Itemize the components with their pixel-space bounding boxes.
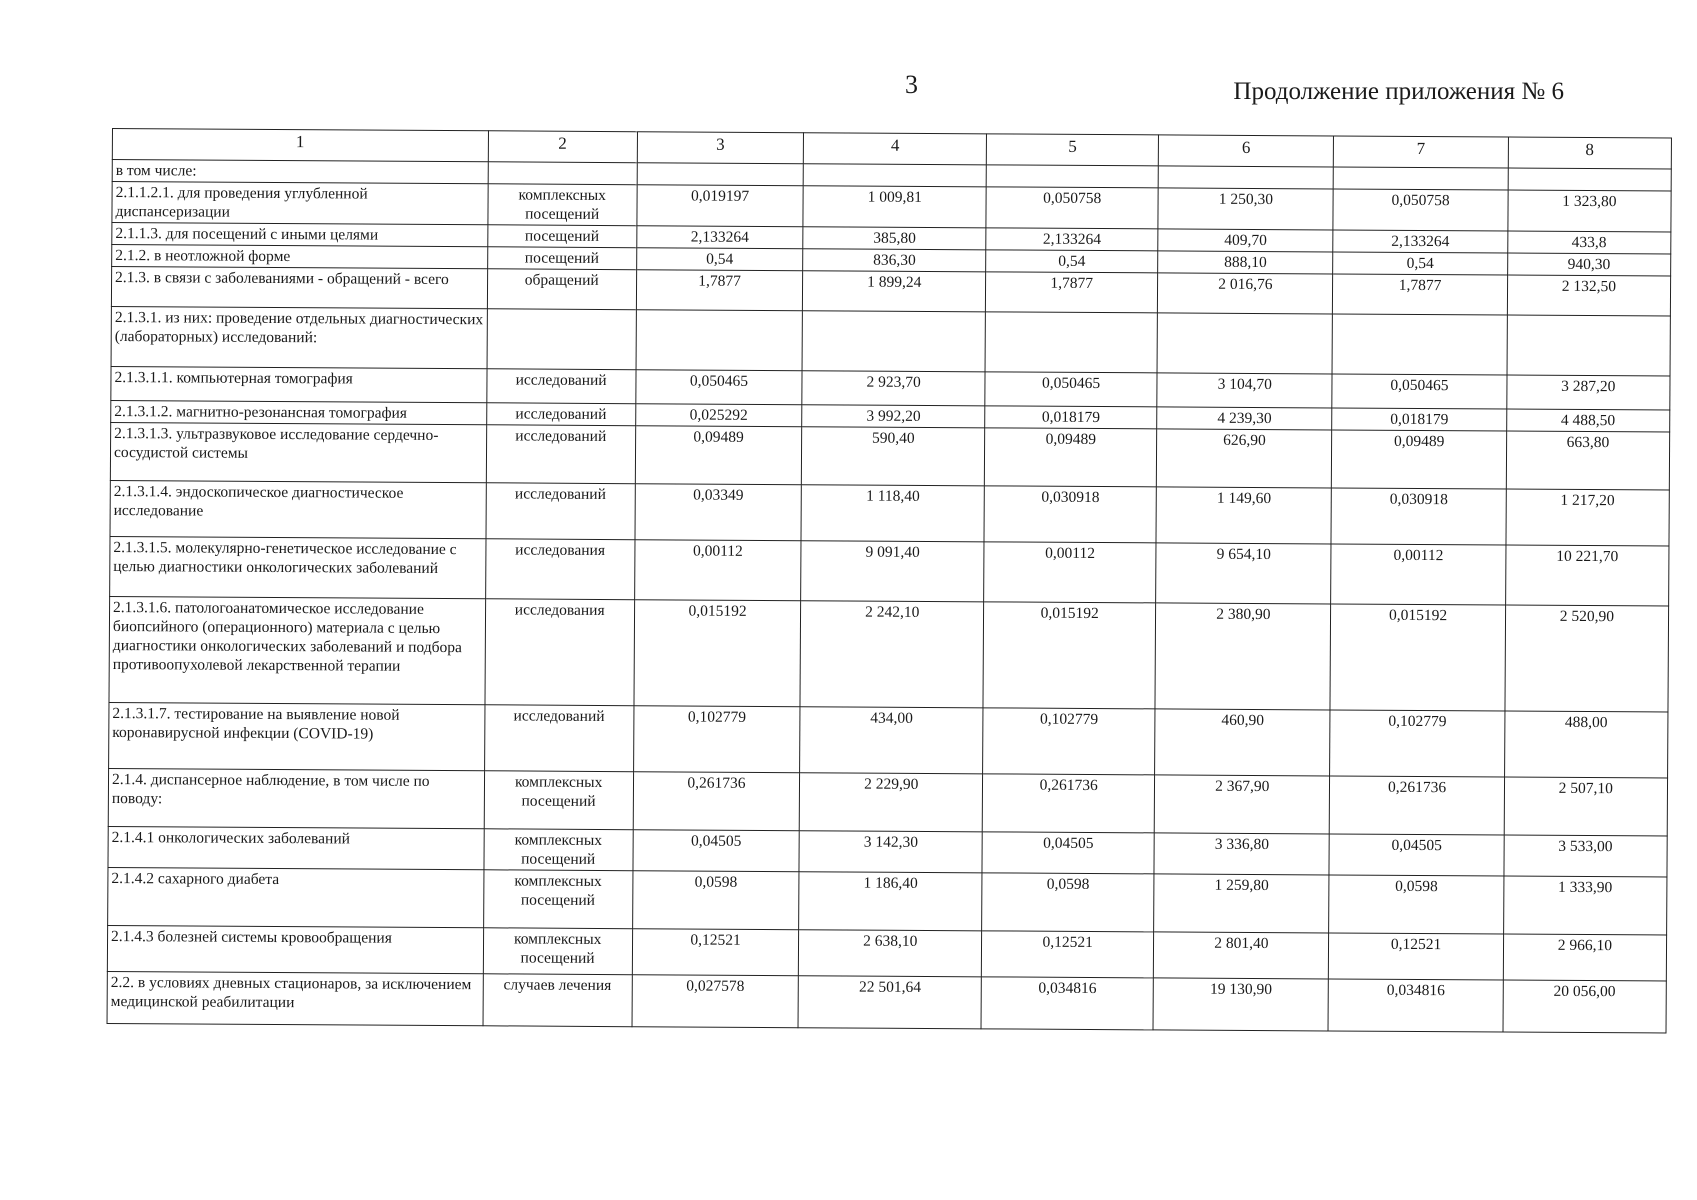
value-cell: 0,034816 [1328,979,1503,1032]
value-cell: 0,050465 [1332,374,1506,409]
value-cell: 3 336,80 [1154,833,1330,875]
table-row [108,768,1667,836]
unit-cell: комплексных посещений [483,928,632,975]
value-cell: 0,09489 [1332,430,1507,489]
value-cell: 1 186,40 [799,872,982,931]
value-cell: 0,102779 [983,708,1155,775]
value-cell: 20 056,00 [1503,980,1667,1033]
value-cell: 1 323,80 [1508,190,1672,232]
tariff-table [107,128,1672,1034]
value-cell: 0,030918 [984,486,1156,543]
value-cell: 19 130,90 [1153,978,1329,1031]
table-row [109,596,1669,712]
value-cell: 1,7877 [1333,274,1507,315]
value-cell: 0,015192 [983,602,1156,709]
table-row [110,480,1669,546]
value-cell: 0,54 [1333,252,1507,275]
value-cell: 590,40 [802,427,985,486]
value-cell: 0,050465 [636,370,803,405]
value-cell: 1 149,60 [1156,487,1332,544]
unit-cell: исследований [484,705,634,772]
value-cell: 2,133264 [986,228,1158,251]
value-cell: 10 221,70 [1505,545,1669,606]
unit-cell: случаев лечения [483,974,632,1027]
value-cell [1507,315,1671,376]
column-number: 3 [637,132,804,164]
table-body [107,129,1671,1034]
value-cell: 2 507,10 [1504,777,1668,836]
row-label-cell: 2.1.3.1.5. молекулярно-генетическое исследование с целью диагностики онкологических заболеваний [110,536,486,598]
value-cell: 0,050758 [986,187,1158,229]
value-cell: 0,12521 [632,929,799,976]
unit-cell: посещений [487,247,636,270]
row-label-cell: 2.1.2. в неотложной форме [112,245,488,269]
value-cell: 0,102779 [1330,710,1505,777]
table-row [108,867,1667,935]
value-cell: 9 654,10 [1156,543,1332,604]
value-cell: 0,0598 [632,871,799,930]
table-row [111,306,1670,376]
value-cell: 1 118,40 [801,485,984,542]
value-cell: 1 009,81 [803,186,986,228]
value-cell: 0,54 [986,250,1158,273]
unit-cell: исследований [486,369,635,404]
value-cell [985,312,1157,373]
unit-cell [488,162,637,185]
value-cell: 0,0598 [982,873,1154,932]
value-cell: 1 217,20 [1506,489,1670,546]
value-cell: 2 132,50 [1507,275,1671,316]
row-label-cell: 2.1.3.1. из них: проведение отдельных диагностических (лабораторных) исследований: [111,306,487,368]
unit-cell: комплексных посещений [483,870,632,929]
row-label-cell: 2.2. в условиях дневных стационаров, за исключением медицинской реабилитации [107,971,483,1025]
value-cell: 0,018179 [1332,408,1506,431]
row-label-cell: 2.1.3.1.4. эндоскопическое диагностическое исследование [110,480,486,538]
value-cell: 4 239,30 [1157,407,1332,430]
value-cell: 0,04505 [633,830,800,872]
value-cell: 0,00112 [984,542,1156,603]
row-label-cell: 2.1.3.1.3. ультразвуковое исследование сердечно-сосудистой системы [110,422,486,482]
unit-cell: исследований [486,425,635,484]
value-cell: 3 142,30 [799,831,982,873]
value-cell: 22 501,64 [798,976,981,1029]
value-cell: 460,90 [1155,709,1331,776]
value-cell [1508,168,1671,191]
value-cell: 4 488,50 [1506,409,1669,432]
column-number: 4 [804,133,987,165]
value-cell [1158,166,1333,189]
unit-cell [487,309,637,370]
value-cell [802,311,985,372]
value-cell: 0,050465 [985,372,1157,407]
value-cell: 0,12521 [982,931,1154,978]
value-cell: 940,30 [1507,253,1670,276]
table-row [107,971,1666,1033]
value-cell: 663,80 [1506,431,1670,490]
value-cell: 2 367,90 [1154,775,1330,834]
value-cell: 409,70 [1158,229,1333,252]
column-number: 2 [488,131,637,163]
table-row [110,422,1669,490]
document-sheet [107,128,1672,1034]
page-number: 3 [905,70,918,99]
value-cell: 2 520,90 [1505,605,1669,712]
value-cell [803,164,986,187]
value-cell: 0,00112 [634,540,801,601]
value-cell: 0,034816 [981,977,1153,1030]
value-cell: 1 259,80 [1154,874,1330,933]
value-cell: 2 801,40 [1154,932,1330,979]
value-cell: 1,7877 [986,272,1158,313]
value-cell: 626,90 [1157,429,1333,488]
value-cell: 0,12521 [1329,933,1503,980]
value-cell: 2,133264 [637,226,804,249]
unit-cell: исследования [485,539,635,600]
value-cell: 0,050758 [1333,189,1507,231]
value-cell: 2 016,76 [1158,273,1334,314]
value-cell: 2 638,10 [799,930,982,977]
value-cell: 488,00 [1504,711,1668,778]
value-cell: 433,8 [1507,231,1670,254]
row-label-cell: 2.1.4.1 онкологических заболеваний [108,826,484,869]
row-label-cell: 2.1.3.1.7. тестирование на выявление новой коронавирусной инфекции (COVID-19) [109,702,485,770]
row-label-cell: 2.1.1.3. для посещений с иными целями [112,223,488,247]
value-cell: 2 242,10 [800,601,984,708]
unit-cell: комплексных посещений [484,829,633,871]
value-cell [1332,314,1507,375]
row-label-cell: 2.1.3.1.6. патологоанатомическое исследование биопсийного (операционного) материала с целью диагностики онкологических заболеваний и подбора противоопухолевой лекарственной терапии [109,596,485,704]
table-row [110,536,1669,606]
value-cell: 0,04505 [1329,834,1503,876]
value-cell: 1,7877 [636,270,803,311]
value-cell: 0,09489 [985,428,1157,487]
value-cell: 0,09489 [635,426,802,485]
value-cell: 9 091,40 [801,541,984,602]
unit-cell: комплексных посещений [488,184,637,226]
appendix-continuation-header: Продолжение приложения № 6 [1233,78,1564,105]
value-cell: 1 250,30 [1158,188,1334,230]
value-cell: 0,015192 [1330,604,1505,711]
column-number: 5 [986,134,1158,166]
value-cell [1334,167,1508,190]
table-row [109,702,1668,778]
unit-cell: посещений [487,225,636,248]
row-label-cell: 2.1.4.3 болезней системы кровообращения [107,925,483,973]
row-label-cell: 2.1.3.1.1. компьютерная томография [111,366,487,402]
value-cell: 0,261736 [982,774,1154,833]
value-cell: 1 333,90 [1503,876,1667,935]
unit-cell: комплексных посещений [484,771,633,830]
value-cell: 0,04505 [982,832,1154,874]
value-cell [986,165,1158,188]
value-cell: 2,133264 [1333,230,1507,253]
column-number: 1 [112,129,488,162]
value-cell: 0,019197 [637,185,804,227]
value-cell: 0,102779 [633,706,800,773]
value-cell: 0,030918 [1331,488,1506,545]
column-number: 6 [1158,135,1333,167]
value-cell: 385,80 [803,227,986,250]
value-cell: 2 380,90 [1155,603,1331,710]
value-cell: 836,30 [803,249,986,272]
value-cell: 0,54 [636,248,803,271]
unit-cell: исследований [486,483,635,540]
column-number: 8 [1508,137,1672,169]
value-cell [1157,313,1333,374]
value-cell [637,163,804,186]
row-label-cell: 2.1.4. диспансерное наблюдение, в том числе по поводу: [108,768,484,828]
unit-cell: исследования [485,599,635,706]
value-cell: 3 104,70 [1157,373,1332,408]
value-cell: 1 899,24 [803,271,986,312]
unit-cell: исследований [486,403,635,426]
row-label-cell: 2.1.3. в связи с заболеваниями - обращений - всего [111,267,487,309]
value-cell [636,310,803,371]
value-cell: 434,00 [800,707,983,774]
value-cell: 0,025292 [635,404,802,427]
value-cell: 2 229,90 [800,773,983,832]
value-cell: 0,00112 [1331,544,1506,605]
value-cell: 0,018179 [985,406,1157,429]
value-cell: 3 992,20 [802,405,985,428]
value-cell: 0,0598 [1329,875,1504,934]
value-cell: 2 966,10 [1503,934,1667,981]
row-label-cell: 2.1.4.2 сахарного диабета [108,867,484,927]
column-number: 7 [1334,136,1508,168]
value-cell: 0,03349 [635,484,802,541]
value-cell: 2 923,70 [802,371,985,406]
value-cell: 0,015192 [634,600,801,707]
row-label-cell: 2.1.3.1.2. магнитно-резонансная томография [111,400,487,424]
unit-cell: обращений [487,269,636,310]
value-cell: 3 533,00 [1504,835,1668,877]
value-cell: 0,261736 [633,772,800,831]
row-label-cell: в том числе: [112,160,488,184]
value-cell: 3 287,20 [1506,375,1670,410]
row-label-cell: 2.1.1.2.1. для проведения углубленной диспансеризации [112,182,488,225]
value-cell: 0,027578 [632,975,799,1028]
value-cell: 0,261736 [1330,776,1505,835]
value-cell: 888,10 [1158,251,1333,274]
